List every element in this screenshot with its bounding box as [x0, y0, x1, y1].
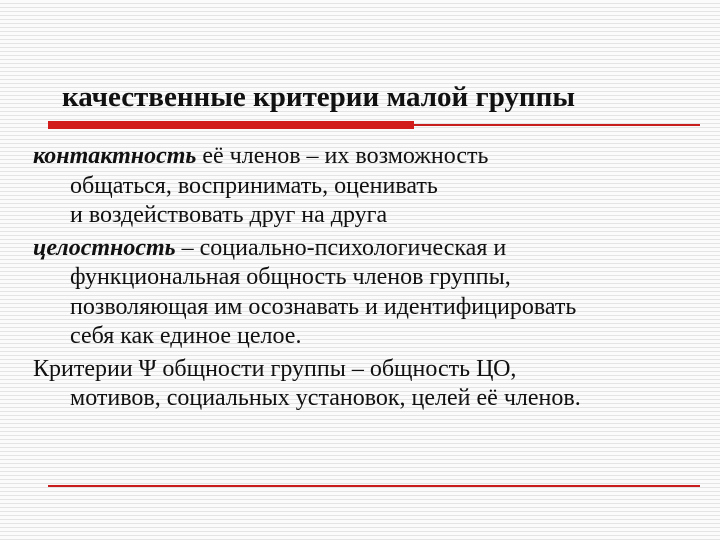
- slide-title: качественные критерии малой группы: [62, 81, 575, 113]
- paragraph-line: [33, 142, 713, 172]
- title-underline: [48, 121, 700, 131]
- definition-text: её членов – их возможность: [196, 143, 489, 169]
- paragraph-line: позволяющая им осознавать и идентифицировать: [70, 293, 577, 320]
- paragraph-line: Критерии Ψ общности группы – общность ЦО,: [33, 355, 517, 382]
- paragraph-line: и воздействовать друг на друга: [70, 202, 388, 228]
- bottom-divider: [48, 485, 700, 487]
- term-contactness: контактность: [33, 143, 197, 169]
- slide-body: [33, 142, 713, 417]
- paragraph-line: мотивов, социальных установок, целей её членов.: [70, 385, 581, 411]
- paragraph-line: общаться, воспринимать, оценивать: [70, 172, 438, 199]
- paragraph-psy-criteria: [33, 355, 713, 414]
- definition-text: – социально-психологическая и: [175, 234, 507, 261]
- paragraph-line: функциональная общность членов группы,: [70, 264, 511, 290]
- paragraph-integrity: [33, 234, 713, 352]
- paragraph-line: себя как единое целое.: [70, 323, 302, 349]
- paragraph-contactness: [33, 142, 713, 231]
- title-underline-thick: [48, 121, 414, 129]
- term-integrity: целостность: [33, 234, 176, 261]
- paragraph-line: [33, 234, 713, 264]
